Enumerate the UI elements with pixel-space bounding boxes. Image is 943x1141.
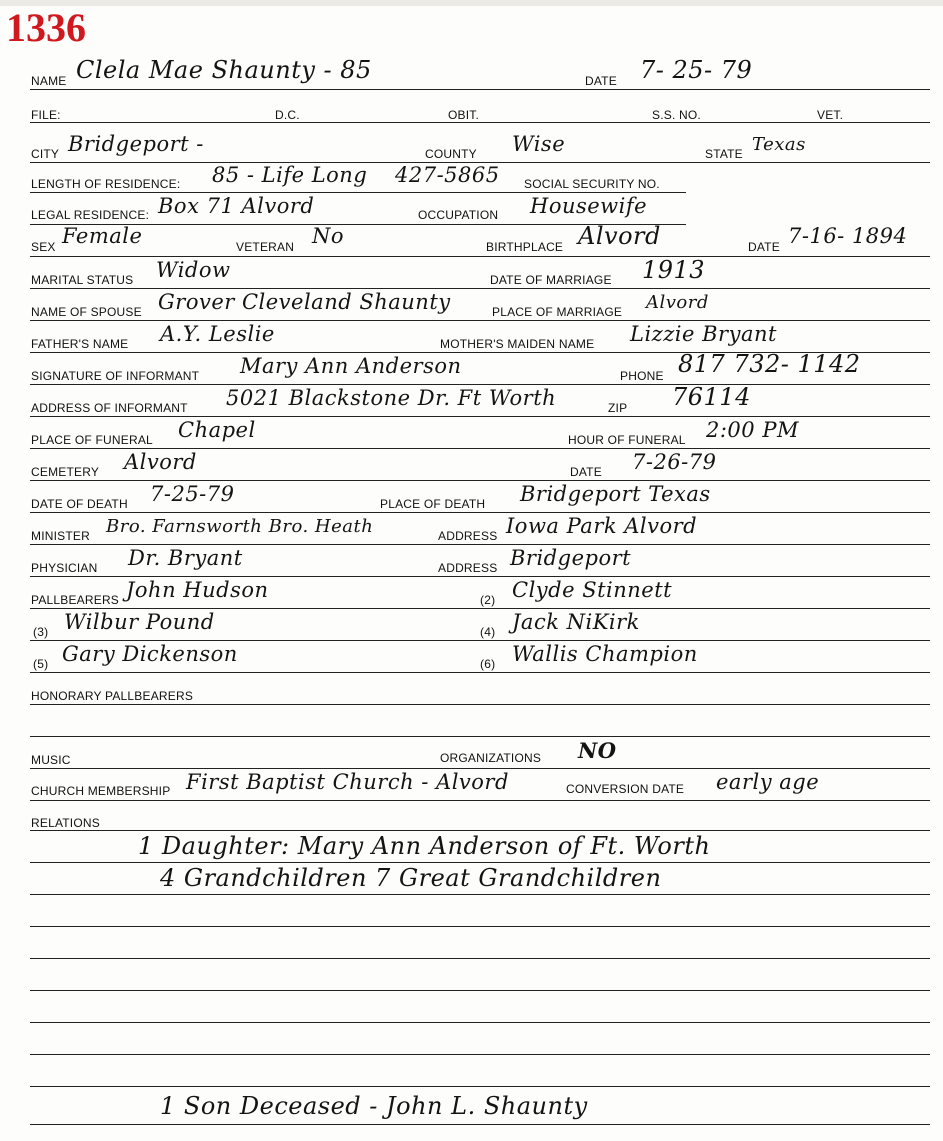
hour-of-funeral-label: HOUR OF FUNERAL [568, 433, 686, 447]
rule [30, 736, 930, 737]
county-label: COUNTY [425, 147, 477, 161]
obit-label: OBIT. [448, 108, 480, 122]
rule [30, 512, 930, 513]
local-phone-value: 427-5865 [395, 163, 500, 187]
informant-signature-value: Mary Ann Anderson [240, 354, 462, 378]
rule [30, 1124, 930, 1125]
city-value: Bridgeport - [68, 132, 204, 156]
rule [30, 480, 930, 481]
conversion-date-value: early age [716, 770, 820, 794]
rule [30, 894, 930, 895]
pallbearer-6-label: (6) [480, 657, 496, 671]
place-of-death-value: Bridgeport Texas [520, 482, 711, 506]
state-label: STATE [705, 147, 743, 161]
honorary-pallbearers-label: HONORARY PALLBEARERS [31, 689, 194, 703]
date-label: DATE [585, 74, 617, 88]
zip-value: 76114 [672, 383, 751, 411]
physician-label: PHYSICIAN [31, 561, 98, 575]
sex-label: SEX [31, 240, 56, 254]
birthplace-label: BIRTHPLACE [486, 240, 564, 254]
rule [30, 768, 930, 769]
phone-label: PHONE [620, 369, 664, 383]
rule [30, 384, 930, 385]
mothers-maiden-name-label: MOTHER'S MAIDEN NAME [440, 337, 595, 351]
signature-of-informant-label: SIGNATURE OF INFORMANT [31, 369, 200, 383]
place-of-funeral-label: PLACE OF FUNERAL [31, 433, 153, 447]
pallbearer-2-label: (2) [480, 593, 496, 607]
phone-value: 817 732- 1142 [678, 350, 861, 378]
pallbearers-label: PALLBEARERS [31, 593, 120, 607]
veteran-value: No [312, 224, 345, 248]
pallbearer-3-value: Wilbur Pound [64, 610, 215, 634]
rule [30, 640, 930, 641]
place-of-marriage-value: Alvord [646, 292, 709, 313]
church-membership-label: CHURCH MEMBERSHIP [31, 784, 171, 798]
address-of-informant-label: ADDRESS OF INFORMANT [31, 401, 188, 415]
rule [30, 958, 930, 959]
birth-date-label: DATE [748, 240, 780, 254]
veteran-label: VETERAN [236, 240, 295, 254]
date-of-marriage-value: 1913 [642, 256, 706, 284]
date-of-death-label: DATE OF DEATH [31, 497, 128, 511]
rule [30, 256, 930, 257]
zip-label: ZIP [608, 401, 628, 415]
dc-label: D.C. [275, 108, 300, 122]
date-value: 7- 25- 79 [640, 56, 753, 84]
pallbearer-5-value: Gary Dickenson [62, 642, 238, 666]
rule [30, 122, 930, 123]
rule [30, 1054, 930, 1055]
physician-value: Dr. Bryant [128, 546, 243, 570]
length-of-residence-value: 85 - Life Long [212, 163, 368, 187]
pallbearer-5-label: (5) [33, 657, 49, 671]
rule [30, 192, 686, 193]
pallbearer-4-label: (4) [480, 625, 496, 639]
rule [30, 800, 930, 801]
birthplace-value: Alvord [578, 222, 661, 250]
birth-date-value: 7-16- 1894 [788, 224, 908, 248]
rule [30, 288, 930, 289]
scan-edge [0, 0, 943, 6]
city-label: CITY [31, 147, 60, 161]
relations-line-1: 1 Daughter: Mary Ann Anderson of Ft. Worth [138, 832, 711, 860]
rule [30, 862, 930, 863]
sex-value: Female [62, 224, 143, 248]
date-of-marriage-label: DATE OF MARRIAGE [490, 273, 612, 287]
rule [30, 704, 930, 705]
church-membership-value: First Baptist Church - Alvord [186, 770, 509, 794]
pallbearer-1-value: John Hudson [126, 578, 269, 602]
relations-line-last: 1 Son Deceased - John L. Shaunty [160, 1092, 588, 1120]
minister-address-label: ADDRESS [438, 529, 498, 543]
marital-status-value: Widow [156, 258, 231, 282]
conversion-date-label: CONVERSION DATE [566, 782, 685, 796]
physician-address-value: Bridgeport [510, 546, 632, 570]
place-of-funeral-value: Chapel [178, 418, 256, 442]
place-of-marriage-label: PLACE OF MARRIAGE [492, 305, 623, 319]
county-value: Wise [512, 132, 566, 156]
spouse-value: Grover Cleveland Shaunty [158, 290, 451, 314]
rule [30, 830, 930, 831]
rule [30, 608, 930, 609]
social-security-label: SOCIAL SECURITY NO. [524, 177, 660, 191]
fathers-name-value: A.Y. Leslie [160, 322, 275, 346]
rule [30, 926, 930, 927]
pallbearer-2-value: Clyde Stinnett [512, 578, 673, 602]
rule [30, 1022, 930, 1023]
file-label: FILE: [31, 108, 61, 122]
legal-residence-value: Box 71 Alvord [158, 194, 315, 218]
name-value: Clela Mae Shaunty - 85 [76, 56, 372, 84]
rule [30, 576, 930, 577]
minister-label: MINISTER [31, 529, 90, 543]
place-of-death-label: PLACE OF DEATH [380, 497, 486, 511]
rule [30, 672, 930, 673]
pallbearer-4-value: Jack NiKirk [512, 610, 640, 634]
rule [30, 544, 930, 545]
legal-residence-label: LEGAL RESIDENCE: [31, 208, 150, 222]
physician-address-label: ADDRESS [438, 561, 498, 575]
date-of-death-value: 7-25-79 [150, 482, 235, 506]
length-of-residence-label: LENGTH OF RESIDENCE: [31, 177, 181, 191]
fathers-name-label: FATHER'S NAME [31, 337, 129, 351]
relations-label: RELATIONS [31, 816, 100, 830]
rule [30, 1086, 930, 1087]
informant-address-value: 5021 Blackstone Dr. Ft Worth [226, 386, 557, 410]
rule [30, 416, 930, 417]
occupation-value: Housewife [530, 194, 648, 218]
mothers-maiden-name-value: Lizzie Bryant [630, 322, 777, 346]
minister-value: Bro. Farnsworth Bro. Heath [106, 516, 374, 537]
hour-of-funeral-value: 2:00 PM [706, 418, 799, 442]
occupation-label: OCCUPATION [418, 208, 499, 222]
state-value: Texas [752, 134, 806, 155]
name-label: NAME [31, 74, 67, 88]
rule [30, 320, 930, 321]
cemetery-date-label: DATE [570, 465, 602, 479]
cemetery-label: CEMETERY [31, 465, 100, 479]
rule [30, 990, 930, 991]
minister-address-value: Iowa Park Alvord [506, 514, 698, 538]
rule [30, 448, 930, 449]
pallbearer-3-label: (3) [33, 625, 49, 639]
cemetery-date-value: 7-26-79 [632, 450, 717, 474]
cemetery-value: Alvord [124, 450, 197, 474]
rule [30, 89, 930, 90]
vet-label: VET. [817, 108, 844, 122]
music-label: MUSIC [31, 753, 71, 767]
marital-status-label: MARITAL STATUS [31, 273, 134, 287]
organizations-label: ORGANIZATIONS [440, 751, 542, 765]
record-number: 1336 [6, 5, 86, 50]
name-of-spouse-label: NAME OF SPOUSE [31, 305, 142, 319]
relations-line-2: 4 Grandchildren 7 Great Grandchildren [160, 864, 662, 892]
ssno-label: S.S. NO. [652, 108, 701, 122]
organizations-value: NO [578, 738, 617, 763]
pallbearer-6-value: Wallis Champion [512, 642, 698, 666]
